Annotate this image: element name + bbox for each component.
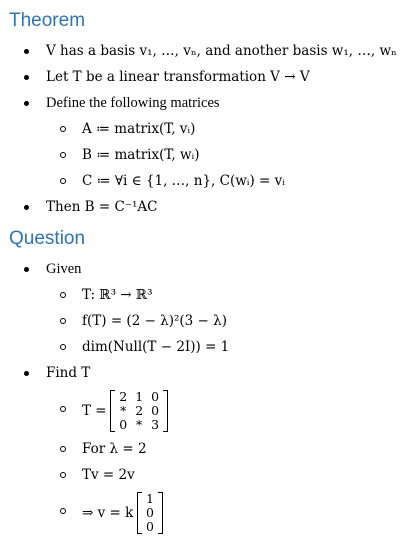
bullet-icon [24,75,29,80]
list-item: B ≔ matrix(T, wᵢ) [46,142,410,168]
matrix-cell: 0 [145,505,154,520]
bullet-icon [24,371,29,376]
list-item: Define the following matrices A ≔ matrix(T, vᵢ) B ≔ matrix(T, wᵢ) C ≔ ∀i ∈ {1, …, n}, C(wᵢ) = vᵢ [20,90,410,194]
matrix-definitions [46,116,410,194]
list-item: T = 2 1 0 * 2 0 0 * 3 [46,386,410,436]
circle-bullet-icon [60,152,66,158]
list-item: f(T) = (2 − λ)²(3 − λ) [46,308,410,334]
matrix-cell: 1 [145,491,154,506]
circle-bullet-icon [60,508,66,514]
circle-bullet-icon [60,178,66,184]
list-item: T: ℝ³ → ℝ³ [46,282,410,308]
circle-bullet-icon [60,472,66,478]
matrix-cell: 0 [145,519,154,534]
list-item: For λ = 2 [46,436,410,462]
question-heading: Question [9,228,86,249]
circle-bullet-icon [60,406,66,412]
list-item: dim(Null(T − 2I)) = 1 [46,334,410,360]
list-item: Tv = 2v [46,462,410,488]
list-item: V has a basis v₁, …, vₙ, and another basis w₁, …, wₙ [20,38,410,64]
matrix-cell: 3 [151,417,160,432]
matrix-cell: 0 [119,417,128,432]
list-item: Find T T = 2 1 0 * 2 0 0 * 3 For λ = 2 Tv = 2v ⇒ v = k 1 0 0 [20,360,410,534]
list-item: ⇒ v = k 1 0 0 [46,488,410,534]
matrix-cell: 0 [151,389,160,404]
find-list [46,386,410,534]
matrix-cell: 0 [151,403,160,418]
circle-bullet-icon [60,344,66,350]
list-item: A ≔ matrix(T, vᵢ) [46,116,410,142]
matrix-cell: 1 [135,389,144,404]
bullet-icon [24,267,29,272]
circle-bullet-icon [60,446,66,452]
t-matrix [110,390,168,432]
list-item: C ≔ ∀i ∈ {1, …, n}, C(wᵢ) = vᵢ [46,168,410,194]
matrix-cell: 2 [119,389,128,404]
question-list [20,256,410,534]
bullet-icon [24,205,29,210]
bullet-icon [24,49,29,54]
theorem-list [20,38,410,220]
given-list [46,282,410,360]
list-item: Then B = C⁻¹AC [20,194,410,220]
list-item: Let T be a linear transformation V → V [20,64,410,90]
circle-bullet-icon [60,126,66,132]
matrix-cell: * [136,417,143,432]
list-item: Given T: ℝ³ → ℝ³ f(T) = (2 − λ)²(3 − λ) dim(Null(T − 2I)) = 1 [20,256,410,360]
matrix-cell: 2 [135,403,144,418]
circle-bullet-icon [60,292,66,298]
matrix-cell: * [120,403,127,418]
v-matrix [137,492,163,534]
bullet-icon [24,101,29,106]
theorem-heading: Theorem [9,10,86,31]
circle-bullet-icon [60,318,66,324]
